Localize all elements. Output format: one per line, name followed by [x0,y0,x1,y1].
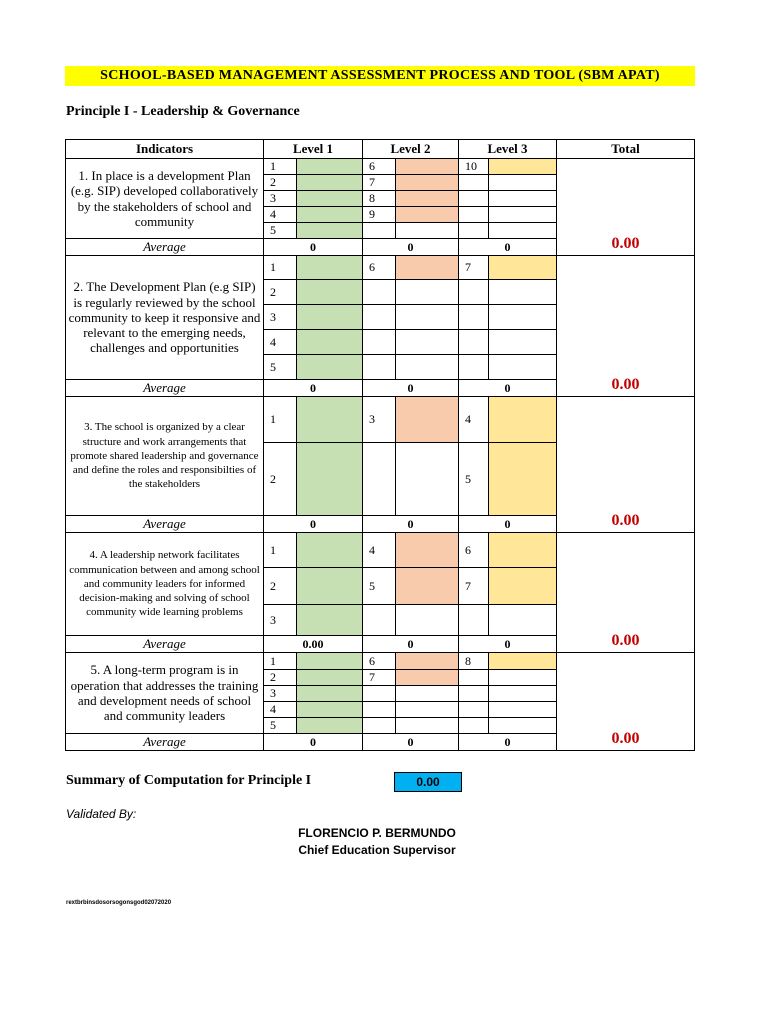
level-3-average: 0 [459,239,557,256]
level-1-rating-cell[interactable] [297,305,363,330]
level-2-rating-cell[interactable] [396,670,459,686]
level-1-item-number: 2 [264,443,297,516]
level-2-rating-cell[interactable] [396,159,459,175]
level-3-average: 0 [459,734,557,751]
level-3-rating-cell[interactable] [489,443,557,516]
level-2-item-number: 6 [363,256,396,280]
level-2-rating-cell [396,605,459,636]
level-1-item-number: 2 [264,280,297,305]
level-1-item-number: 1 [264,256,297,280]
average-label: Average [66,516,264,533]
level-3-item-number [459,702,489,718]
level-3-average: 0 [459,636,557,653]
level-1-item-number: 4 [264,207,297,223]
level-1-item-number: 2 [264,175,297,191]
level-2-item-number [363,280,396,305]
header-level-3: Level 3 [459,140,557,159]
level-3-item-number [459,355,489,380]
level-3-rating-cell [489,670,557,686]
level-1-item-number: 4 [264,330,297,355]
average-label: Average [66,380,264,397]
level-2-item-number [363,223,396,239]
level-3-item-number [459,207,489,223]
level-1-rating-cell[interactable] [297,159,363,175]
level-1-item-number: 3 [264,305,297,330]
level-1-item-number: 1 [264,653,297,670]
level-2-item-number: 4 [363,533,396,568]
level-3-rating-cell[interactable] [489,533,557,568]
level-1-rating-cell[interactable] [297,207,363,223]
level-3-rating-cell [489,207,557,223]
level-1-item-number: 1 [264,397,297,443]
level-2-rating-cell [396,702,459,718]
level-2-rating-cell[interactable] [396,256,459,280]
level-1-average: 0 [264,239,363,256]
level-1-average: 0 [264,380,363,397]
level-3-item-number [459,330,489,355]
level-2-rating-cell [396,280,459,305]
level-3-rating-cell [489,605,557,636]
signatory-name: FLORENCIO P. BERMUNDO [298,826,456,840]
level-3-rating-cell [489,686,557,702]
level-3-item-number [459,175,489,191]
indicator-text: 4. A leadership network facilitates communication between and among school and community leaders for informed decision-making and solving of school community wide learning problems [66,533,264,636]
level-2-item-number: 5 [363,568,396,605]
level-2-rating-cell [396,305,459,330]
level-1-rating-cell[interactable] [297,223,363,239]
level-1-rating-cell[interactable] [297,191,363,207]
level-2-item-number: 6 [363,653,396,670]
level-3-item-number: 7 [459,568,489,605]
level-2-rating-cell[interactable] [396,533,459,568]
level-1-average: 0 [264,516,363,533]
level-3-item-number: 7 [459,256,489,280]
level-1-rating-cell[interactable] [297,568,363,605]
level-3-rating-cell[interactable] [489,568,557,605]
summary-value: 0.00 [394,772,462,792]
level-1-item-number: 5 [264,718,297,734]
level-3-average: 0 [459,516,557,533]
level-3-item-number [459,605,489,636]
level-1-average: 0.00 [264,636,363,653]
level-1-item-number: 4 [264,702,297,718]
indicator-row [66,256,695,280]
level-2-rating-cell [396,718,459,734]
level-2-item-number [363,330,396,355]
level-3-rating-cell[interactable] [489,159,557,175]
average-label: Average [66,239,264,256]
level-3-rating-cell[interactable] [489,653,557,670]
level-2-rating-cell[interactable] [396,653,459,670]
level-1-rating-cell[interactable] [297,718,363,734]
level-3-rating-cell [489,702,557,718]
level-2-average: 0 [363,380,459,397]
level-2-rating-cell [396,686,459,702]
level-3-item-number [459,305,489,330]
level-2-rating-cell [396,223,459,239]
level-1-item-number: 5 [264,223,297,239]
level-3-item-number [459,191,489,207]
level-3-rating-cell [489,223,557,239]
level-1-rating-cell[interactable] [297,256,363,280]
signatory-title: Chief Education Supervisor [298,843,456,857]
level-1-rating-cell[interactable] [297,397,363,443]
level-2-rating-cell[interactable] [396,191,459,207]
level-2-item-number [363,355,396,380]
header-level-2: Level 2 [363,140,459,159]
level-2-item-number [363,443,396,516]
level-3-item-number [459,223,489,239]
indicator-row [66,653,695,670]
level-2-rating-cell [396,443,459,516]
indicator-total: 0.00 [557,256,695,397]
level-3-rating-cell [489,305,557,330]
level-3-item-number: 6 [459,533,489,568]
level-1-rating-cell[interactable] [297,175,363,191]
principle-subtitle: Principle I - Leadership & Governance [66,104,300,119]
level-2-rating-cell [396,330,459,355]
level-2-average: 0 [363,516,459,533]
level-3-item-number: 5 [459,443,489,516]
header-level-1: Level 1 [264,140,363,159]
indicator-total: 0.00 [557,397,695,533]
level-2-item-number: 9 [363,207,396,223]
level-1-item-number: 3 [264,191,297,207]
level-3-item-number [459,686,489,702]
level-3-item-number: 10 [459,159,489,175]
level-3-rating-cell [489,718,557,734]
indicator-total: 0.00 [557,159,695,256]
document-title: SCHOOL-BASED MANAGEMENT ASSESSMENT PROCESS AND TOOL (SBM APAT) [65,66,695,86]
level-1-rating-cell[interactable] [297,686,363,702]
level-1-item-number: 3 [264,605,297,636]
level-1-rating-cell[interactable] [297,670,363,686]
level-1-average: 0 [264,734,363,751]
average-label: Average [66,636,264,653]
level-3-rating-cell [489,355,557,380]
level-1-rating-cell[interactable] [297,443,363,516]
level-1-rating-cell[interactable] [297,280,363,305]
level-2-rating-cell[interactable] [396,397,459,443]
level-2-rating-cell[interactable] [396,175,459,191]
level-2-average: 0 [363,636,459,653]
level-3-rating-cell[interactable] [489,397,557,443]
level-2-rating-cell[interactable] [396,568,459,605]
level-2-item-number [363,605,396,636]
level-1-rating-cell[interactable] [297,702,363,718]
level-1-rating-cell[interactable] [297,533,363,568]
footnote-code: rextbrbinsdosorsogonsgod02072020 [66,900,172,906]
indicator-total: 0.00 [557,653,695,751]
level-3-item-number [459,280,489,305]
average-label: Average [66,734,264,751]
level-3-rating-cell[interactable] [489,256,557,280]
level-1-rating-cell[interactable] [297,355,363,380]
level-1-item-number: 3 [264,686,297,702]
level-2-item-number [363,305,396,330]
level-1-item-number: 2 [264,670,297,686]
level-2-average: 0 [363,734,459,751]
level-1-rating-cell[interactable] [297,330,363,355]
level-3-rating-cell [489,175,557,191]
level-1-rating-cell[interactable] [297,605,363,636]
level-2-rating-cell[interactable] [396,207,459,223]
level-3-rating-cell [489,191,557,207]
indicator-total: 0.00 [557,533,695,653]
level-1-item-number: 1 [264,533,297,568]
level-2-item-number: 7 [363,670,396,686]
level-2-rating-cell [396,355,459,380]
level-2-item-number: 6 [363,159,396,175]
indicator-row [66,397,695,443]
level-3-item-number [459,718,489,734]
level-2-item-number [363,718,396,734]
indicator-text: 5. A long-term program is in operation that addresses the training and development needs of school and community leaders [66,653,264,734]
summary-label: Summary of Computation for Principle I [66,773,312,788]
level-1-item-number: 1 [264,159,297,175]
level-1-rating-cell[interactable] [297,653,363,670]
indicator-row [66,159,695,175]
level-3-rating-cell [489,330,557,355]
assessment-table [65,139,695,751]
level-2-item-number: 8 [363,191,396,207]
header-row [66,140,695,159]
indicator-row [66,533,695,568]
level-2-item-number: 7 [363,175,396,191]
validated-by-label: Validated By: [66,807,137,821]
indicator-text: 3. The school is organized by a clear structure and work arrangements that promote shared leadership and governance and define the roles and responsibilties of the stakeholders [66,397,264,516]
indicator-text: 1. In place is a development Plan (e.g. SIP) developed collaboratively by the stakeholders of school and community [66,159,264,239]
level-3-rating-cell [489,280,557,305]
level-3-average: 0 [459,380,557,397]
level-1-item-number: 2 [264,568,297,605]
header-total: Total [557,140,695,159]
level-2-item-number: 3 [363,397,396,443]
level-3-item-number [459,670,489,686]
level-3-item-number: 8 [459,653,489,670]
level-1-item-number: 5 [264,355,297,380]
level-2-item-number [363,686,396,702]
indicator-text: 2. The Development Plan (e.g SIP) is regularly reviewed by the school community to keep it responsive and relevant to the emerging needs, challenges and opportunities [66,256,264,380]
header-indicators: Indicators [66,140,264,159]
level-2-average: 0 [363,239,459,256]
level-2-item-number [363,702,396,718]
level-3-item-number: 4 [459,397,489,443]
